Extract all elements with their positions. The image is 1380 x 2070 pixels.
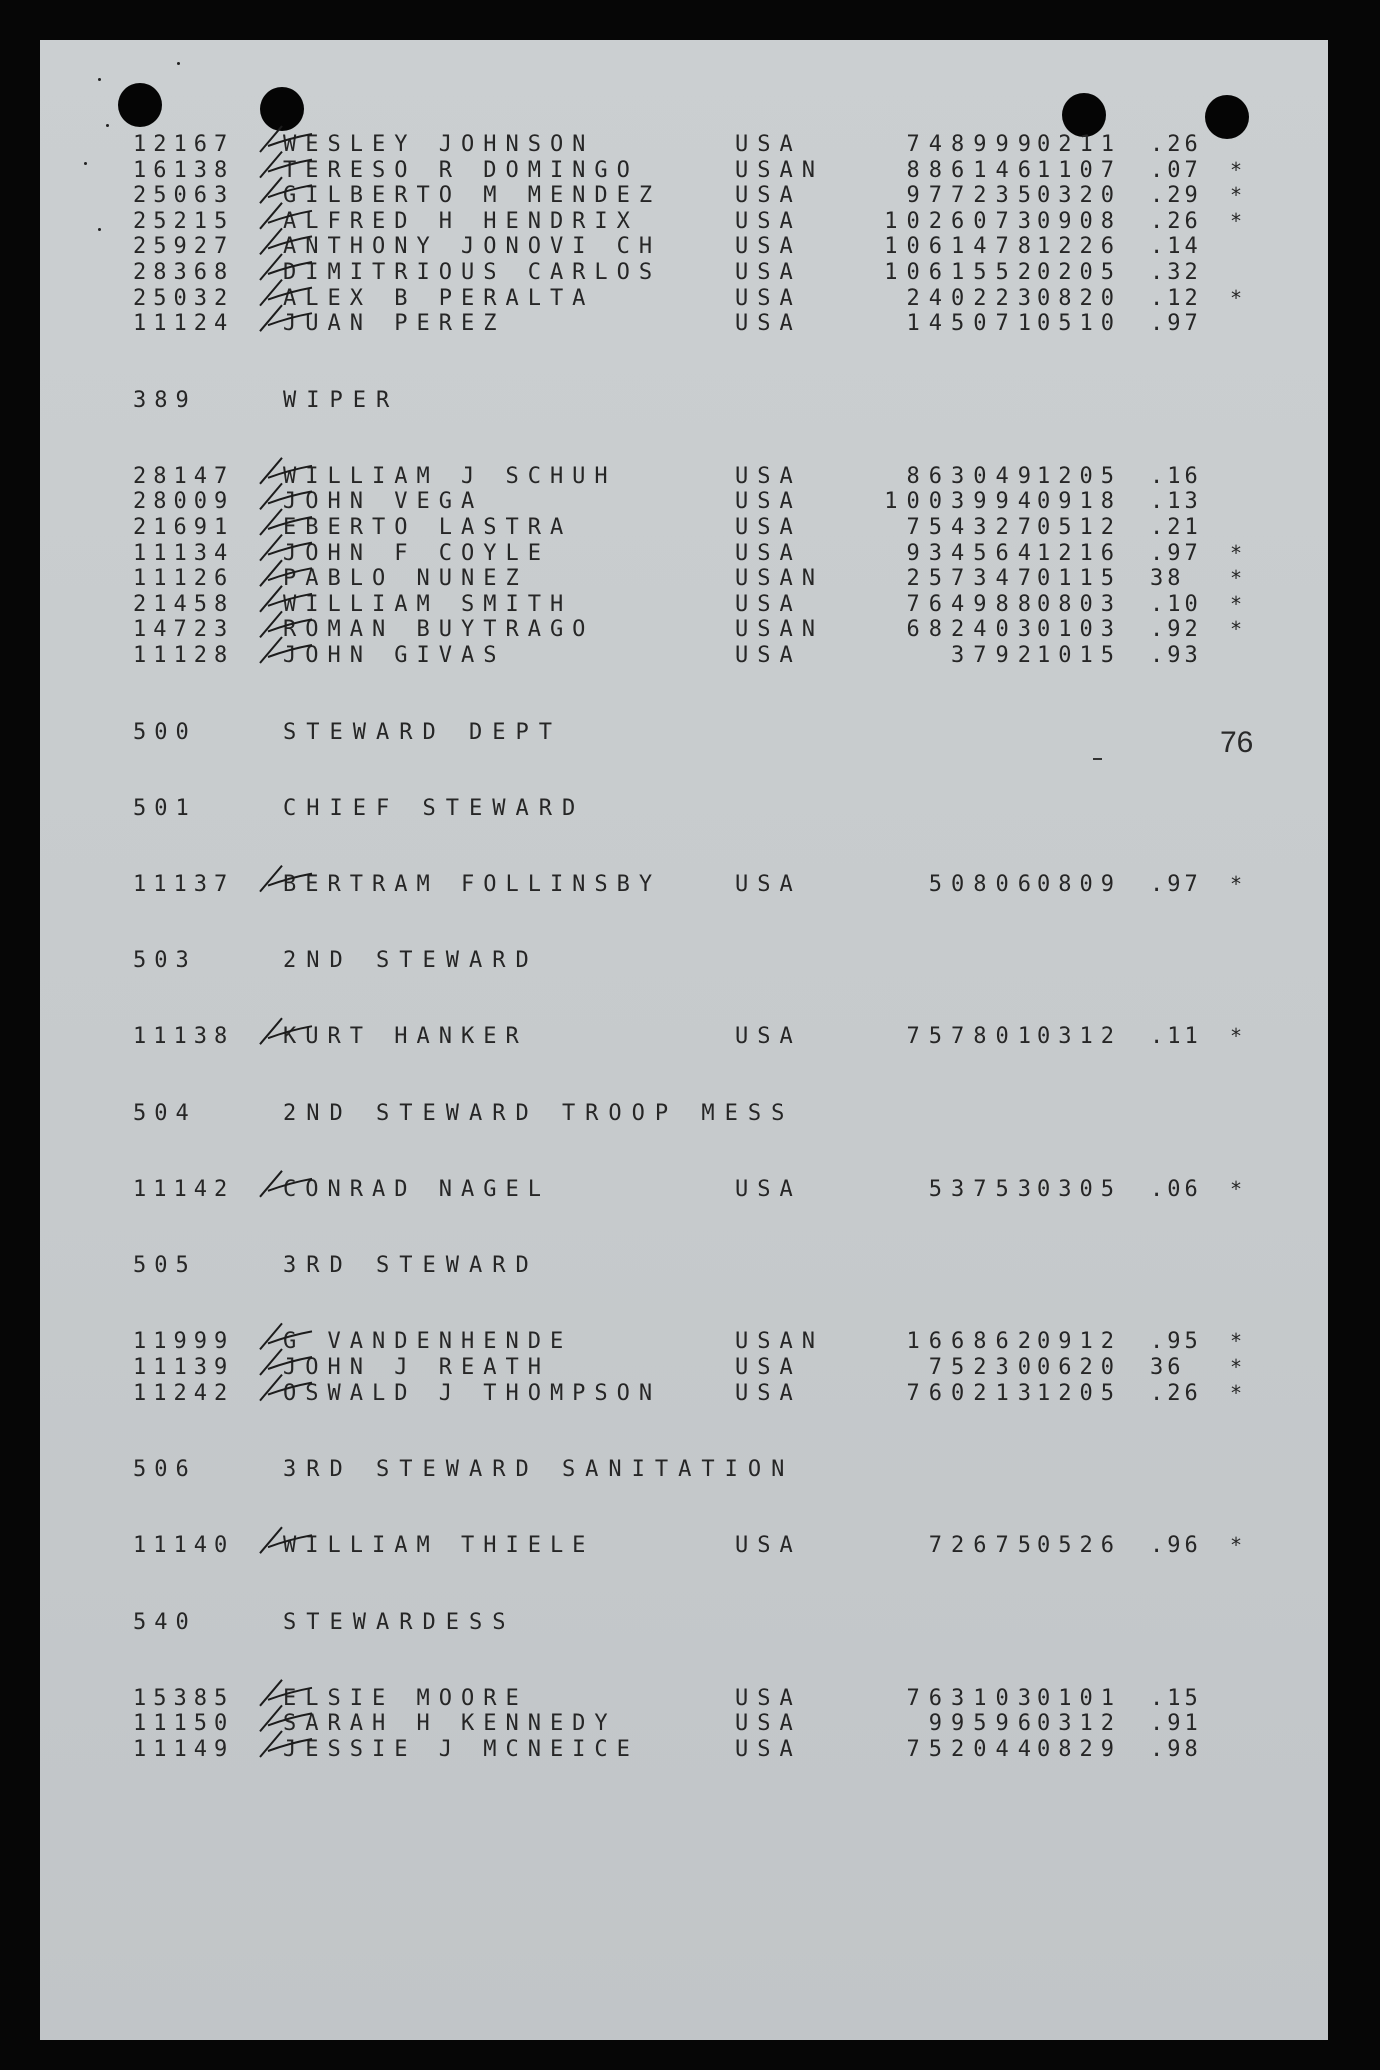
date-code: 0512 xyxy=(1037,515,1122,540)
date-code: 0305 xyxy=(1037,1176,1122,1202)
crew-name: WESLEY JOHNSON xyxy=(283,132,595,157)
crew-name: ALFRED H HENDRIX xyxy=(283,208,639,234)
crew-name: JOHN GIVAS xyxy=(283,643,506,668)
citizenship: USA xyxy=(735,1355,802,1380)
citizenship: USA xyxy=(735,132,802,157)
crew-name: PABLO NUNEZ xyxy=(283,566,528,592)
crew-id: 11128 xyxy=(133,643,235,668)
section-title: CHIEF STEWARD xyxy=(283,795,586,821)
citizenship: USA xyxy=(735,260,802,285)
crew-name: CONRAD NAGEL xyxy=(283,1176,550,1202)
asterisk-mark: * xyxy=(1230,1176,1243,1201)
certificate-number: 3792 xyxy=(951,643,1040,668)
crew-row xyxy=(40,1711,1328,1737)
crew-row xyxy=(40,311,1328,337)
section-title: STEWARD DEPT xyxy=(283,719,562,745)
rate-value: .26 xyxy=(1150,1380,1202,1406)
asterisk-mark: * xyxy=(1230,591,1243,616)
crew-row xyxy=(40,1381,1328,1407)
certificate-number: 1061552 xyxy=(884,260,1040,285)
rate-value: .13 xyxy=(1150,489,1202,515)
citizenship: USA xyxy=(735,515,802,540)
certificate-number: 763103 xyxy=(906,1685,1040,1711)
crew-row xyxy=(40,464,1328,490)
crew-id: 11999 xyxy=(133,1329,235,1355)
crew-row xyxy=(40,1737,1328,1763)
date-code: 0320 xyxy=(1037,183,1122,209)
citizenship: USA xyxy=(735,643,802,668)
asterisk-mark: * xyxy=(1230,540,1243,565)
citizenship: USAN xyxy=(735,617,824,643)
crew-row xyxy=(40,260,1328,286)
crew-name: OSWALD J THOMPSON xyxy=(283,1380,662,1406)
rate-value: .26 xyxy=(1150,208,1202,234)
date-code: 1216 xyxy=(1037,540,1122,566)
crew-row xyxy=(40,286,1328,312)
crew-row xyxy=(40,643,1328,669)
crew-name: WILLIAM THIELE xyxy=(283,1533,595,1559)
crew-row xyxy=(40,1686,1328,1712)
crew-list xyxy=(40,40,1328,2040)
page-number: 76 xyxy=(1220,726,1254,759)
crew-name: BERTRAM FOLLINSBY xyxy=(283,871,662,897)
crew-id: 11142 xyxy=(133,1176,235,1202)
citizenship: USA xyxy=(735,311,802,337)
citizenship: USA xyxy=(735,1024,802,1050)
crew-id: 14723 xyxy=(133,617,235,643)
crew-id: 11150 xyxy=(133,1711,235,1737)
citizenship: USA xyxy=(735,285,802,311)
crew-id: 11139 xyxy=(133,1355,235,1380)
section-code: 540 xyxy=(133,1609,197,1635)
date-code: 0803 xyxy=(1037,591,1122,617)
crew-id: 21691 xyxy=(133,515,235,540)
certificate-number: 886146 xyxy=(906,157,1040,183)
section-title: 2ND STEWARD TROOP MESS xyxy=(283,1100,795,1126)
asterisk-mark: * xyxy=(1230,285,1243,310)
certificate-number: 1026073 xyxy=(884,208,1040,234)
asterisk-mark: * xyxy=(1230,617,1243,642)
date-code: 0526 xyxy=(1037,1533,1122,1559)
rate-value: .98 xyxy=(1150,1737,1202,1762)
crew-id: 25032 xyxy=(133,285,235,311)
crew-name: JOHN VEGA xyxy=(283,489,484,515)
crew-name: ALEX B PERALTA xyxy=(283,285,595,311)
date-code: 1205 xyxy=(1037,463,1122,489)
rate-value: 38 xyxy=(1150,566,1185,592)
certificate-number: 72675 xyxy=(928,1533,1040,1559)
rate-value: .91 xyxy=(1150,1711,1202,1737)
citizenship: USA xyxy=(735,1685,802,1711)
crew-row xyxy=(40,541,1328,567)
crew-name: ROMAN BUYTRAGO xyxy=(283,617,595,643)
crew-row xyxy=(40,566,1328,592)
citizenship: USA xyxy=(735,208,802,234)
certificate-number: 166862 xyxy=(906,1329,1040,1355)
date-code: 1015 xyxy=(1037,643,1122,668)
crew-name: EBERTO LASTRA xyxy=(283,515,573,540)
section-code: 505 xyxy=(133,1253,197,1279)
certificate-number: 757801 xyxy=(906,1024,1040,1050)
crew-row xyxy=(40,872,1328,898)
citizenship: USA xyxy=(735,1533,802,1559)
date-code: 0908 xyxy=(1037,208,1122,234)
asterisk-mark: * xyxy=(1230,1329,1243,1354)
date-code: 0510 xyxy=(1037,311,1122,337)
crew-id: 11134 xyxy=(133,540,235,566)
crew-name: KURT HANKER xyxy=(283,1024,528,1050)
crew-name: WILLIAM SMITH xyxy=(283,591,573,617)
crew-id: 25927 xyxy=(133,234,235,260)
date-code: 0103 xyxy=(1037,617,1122,643)
crew-row xyxy=(40,1355,1328,1381)
rate-value: .21 xyxy=(1150,515,1202,540)
date-code: 0115 xyxy=(1037,566,1122,592)
certificate-number: 1003994 xyxy=(884,489,1040,515)
section-code: 503 xyxy=(133,948,197,974)
crew-id: 11137 xyxy=(133,871,235,897)
certificate-number: 99596 xyxy=(928,1711,1040,1737)
date-code: 0205 xyxy=(1037,260,1122,285)
certificate-number: 240223 xyxy=(906,285,1040,311)
crew-id: 16138 xyxy=(133,157,235,183)
section-title: WIPER xyxy=(283,387,400,413)
crew-name: JESSIE J MCNEICE xyxy=(283,1737,639,1762)
crew-id: 25215 xyxy=(133,208,235,234)
asterisk-mark: * xyxy=(1230,208,1243,233)
asterisk-mark: * xyxy=(1230,566,1243,591)
certificate-number: 977235 xyxy=(906,183,1040,209)
crew-name: TERESO R DOMINGO xyxy=(283,157,639,183)
certificate-number: 764988 xyxy=(906,591,1040,617)
crew-row xyxy=(40,1329,1328,1355)
rate-value: .15 xyxy=(1150,1685,1202,1711)
citizenship: USAN xyxy=(735,157,824,183)
date-code: 1205 xyxy=(1037,1380,1122,1406)
crew-id: 11149 xyxy=(133,1737,235,1762)
certificate-number: 934564 xyxy=(906,540,1040,566)
crew-name: JUAN PEREZ xyxy=(283,311,506,337)
rate-value: .97 xyxy=(1150,871,1202,897)
crew-row xyxy=(40,209,1328,235)
rate-value: .12 xyxy=(1150,285,1202,311)
crew-row xyxy=(40,489,1328,515)
certificate-number: 752044 xyxy=(906,1737,1040,1762)
date-code: 0312 xyxy=(1037,1024,1122,1050)
citizenship: USAN xyxy=(735,566,824,592)
rate-value: .93 xyxy=(1150,643,1202,668)
date-code: 0912 xyxy=(1037,1329,1122,1355)
asterisk-mark: * xyxy=(1230,1533,1243,1558)
crew-row xyxy=(40,592,1328,618)
certificate-number: 682403 xyxy=(906,617,1040,643)
section-title: STEWARDESS xyxy=(283,1609,516,1635)
crew-row xyxy=(40,515,1328,541)
rate-value: .97 xyxy=(1150,311,1202,337)
crew-name: JOHN F COYLE xyxy=(283,540,550,566)
certificate-number: 754327 xyxy=(906,515,1040,540)
citizenship: USAN xyxy=(735,1329,824,1355)
section-code: 500 xyxy=(133,719,197,745)
crew-row xyxy=(40,132,1328,158)
rate-value: .29 xyxy=(1150,183,1202,209)
certificate-number: 50806 xyxy=(928,871,1040,897)
section-title: 3RD STEWARD SANITATION xyxy=(283,1457,795,1483)
date-code: 0620 xyxy=(1037,1355,1122,1380)
document-page xyxy=(40,40,1328,2040)
date-code: 0829 xyxy=(1037,1737,1122,1762)
asterisk-mark: * xyxy=(1230,183,1243,208)
citizenship: USA xyxy=(735,463,802,489)
citizenship: USA xyxy=(735,183,802,209)
crew-id: 11124 xyxy=(133,311,235,337)
crew-row xyxy=(40,1177,1328,1203)
date-code: 0312 xyxy=(1037,1711,1122,1737)
date-code: 0211 xyxy=(1037,132,1122,157)
citizenship: USA xyxy=(735,540,802,566)
section-title: 3RD STEWARD xyxy=(283,1253,539,1279)
crew-id: 11126 xyxy=(133,566,235,592)
citizenship: USA xyxy=(735,1737,802,1762)
crew-id: 11138 xyxy=(133,1024,235,1050)
section-code: 389 xyxy=(133,387,197,413)
certificate-number: 748999 xyxy=(906,132,1040,157)
certificate-number: 863049 xyxy=(906,463,1040,489)
citizenship: USA xyxy=(735,1711,802,1737)
asterisk-mark: * xyxy=(1230,871,1243,896)
certificate-number: 257347 xyxy=(906,566,1040,592)
asterisk-mark: * xyxy=(1230,1355,1243,1379)
rate-value: .96 xyxy=(1150,1533,1202,1559)
asterisk-mark: * xyxy=(1230,1380,1243,1405)
section-code: 504 xyxy=(133,1100,197,1126)
pencil-dash xyxy=(1093,758,1102,760)
crew-row xyxy=(40,1024,1328,1050)
certificate-number: 75230 xyxy=(928,1355,1040,1380)
rate-value: .92 xyxy=(1150,617,1202,643)
crew-row xyxy=(40,234,1328,260)
citizenship: USA xyxy=(735,871,802,897)
crew-row xyxy=(40,617,1328,643)
crew-name: WILLIAM J SCHUH xyxy=(283,463,617,489)
crew-id: 12167 xyxy=(133,132,235,157)
citizenship: USA xyxy=(735,1176,802,1202)
crew-id: 28009 xyxy=(133,489,235,515)
rate-value: .97 xyxy=(1150,540,1202,566)
certificate-number: 145071 xyxy=(906,311,1040,337)
crew-name: ELSIE MOORE xyxy=(283,1685,528,1711)
crew-name: GILBERTO M MENDEZ xyxy=(283,183,662,209)
crew-name: DIMITRIOUS CARLOS xyxy=(283,260,662,285)
section-code: 506 xyxy=(133,1457,197,1483)
rate-value: .14 xyxy=(1150,234,1202,260)
rate-value: .07 xyxy=(1150,157,1202,183)
crew-name: SARAH H KENNEDY xyxy=(283,1711,617,1737)
date-code: 0820 xyxy=(1037,285,1122,311)
crew-name: JOHN J REATH xyxy=(283,1355,550,1380)
date-code: 0918 xyxy=(1037,489,1122,515)
crew-name: ANTHONY JONOVI CH xyxy=(283,234,662,260)
certificate-number: 53753 xyxy=(928,1176,1040,1202)
citizenship: USA xyxy=(735,234,802,260)
asterisk-mark: * xyxy=(1230,157,1243,182)
crew-id: 11140 xyxy=(133,1533,235,1559)
crew-id: 21458 xyxy=(133,591,235,617)
crew-id: 28368 xyxy=(133,260,235,285)
certificate-number: 760213 xyxy=(906,1380,1040,1406)
rate-value: .26 xyxy=(1150,132,1202,157)
rate-value: .06 xyxy=(1150,1176,1202,1202)
certificate-number: 1061478 xyxy=(884,234,1040,260)
crew-id: 28147 xyxy=(133,463,235,489)
date-code: 1107 xyxy=(1037,157,1122,183)
rate-value: .11 xyxy=(1150,1024,1202,1050)
rate-value: 36 xyxy=(1150,1355,1185,1380)
asterisk-mark: * xyxy=(1230,1024,1243,1049)
date-code: 1226 xyxy=(1037,234,1122,260)
crew-id: 25063 xyxy=(133,183,235,209)
crew-row xyxy=(40,183,1328,209)
date-code: 0101 xyxy=(1037,1685,1122,1711)
rate-value: .10 xyxy=(1150,591,1202,617)
crew-name: G VANDENHENDE xyxy=(283,1329,573,1355)
citizenship: USA xyxy=(735,591,802,617)
date-code: 0809 xyxy=(1037,871,1122,897)
citizenship: USA xyxy=(735,489,802,515)
crew-row xyxy=(40,158,1328,184)
rate-value: .16 xyxy=(1150,463,1202,489)
section-code: 501 xyxy=(133,795,197,821)
rate-value: .95 xyxy=(1150,1329,1202,1355)
citizenship: USA xyxy=(735,1380,802,1406)
crew-row xyxy=(40,1533,1328,1559)
crew-id: 11242 xyxy=(133,1380,235,1406)
rate-value: .32 xyxy=(1150,260,1202,285)
section-title: 2ND STEWARD xyxy=(283,948,539,974)
crew-id: 15385 xyxy=(133,1685,235,1711)
